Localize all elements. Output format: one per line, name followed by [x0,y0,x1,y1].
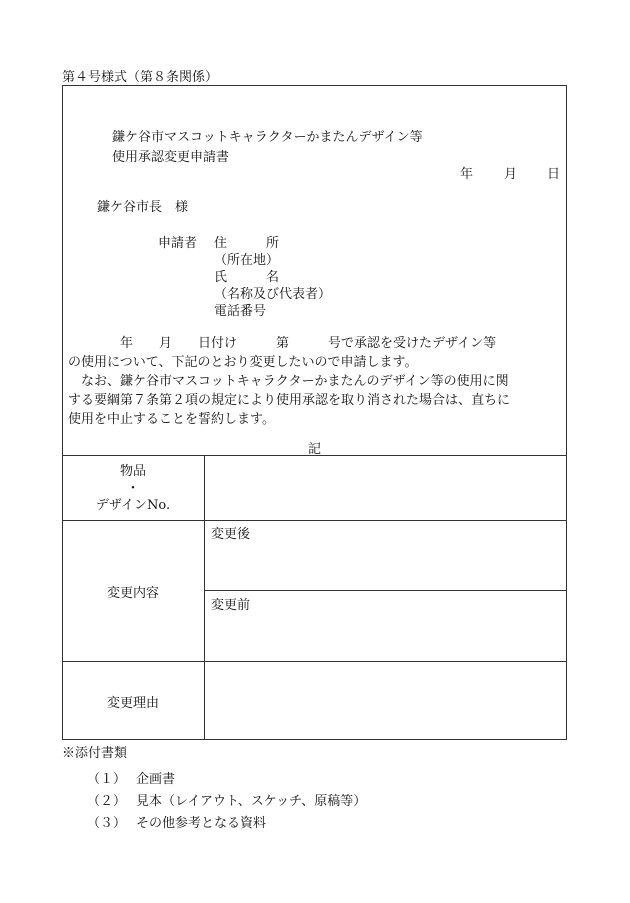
item-label-cell [62,463,204,514]
attachment-text: その他参考となる資料 [136,816,267,831]
address-label: 住 所 [214,236,280,251]
item-label-line1: 物品 [119,464,146,479]
name-label: 氏 名 [214,270,280,285]
body-line: 年 月 日付け 第 号で承認を受けたデザイン等 [68,336,497,351]
attachment-num: （３） [87,816,127,831]
applicant-label: 申請者 [158,236,198,251]
date-year: 年 [460,167,474,182]
after-label: 変更後 [211,527,251,542]
attachment-num: （１） [87,772,127,787]
body-line: なお、鎌ケ谷市マスコットキャラクターかまたんのデザイン等の使用に関 [68,374,509,389]
date-day: 日 [547,167,561,182]
body-line: の使用について、下記のとおり変更したいので申請します。 [68,355,418,370]
attachment-text: 企画書 [136,772,176,787]
table-divider [62,520,567,521]
form-number: 第４号様式（第８条関係） [62,70,219,85]
table-divider [62,661,567,662]
attachments-heading: ※添付書類 [62,746,128,761]
table-column-divider [204,455,205,740]
reason-value-cell[interactable] [206,663,565,738]
name-sub-label: （名称及び代表者） [214,287,332,302]
change-content-label: 変更内容 [106,586,159,601]
attachment-text: 見本（レイアウト、スケッチ、原稿等） [136,794,367,809]
table-divider [204,590,567,591]
item-value-cell[interactable] [206,457,565,519]
addressee: 鎌ケ谷市長 様 [97,200,189,215]
body-line: 使用を中止することを誓約します。 [68,412,275,427]
form-title-line1: 鎌ケ谷市マスコットキャラクターかまたんデザイン等 [112,130,423,145]
body-line: する要綱第７条第２項の規定により使用承認を取り消された場合は、直ちに [68,393,511,408]
attachment-num: （２） [87,794,127,809]
form-title-line2: 使用承認変更申請書 [112,150,230,165]
table-divider [62,455,567,456]
before-label: 変更前 [211,598,251,613]
date-month: 月 [504,167,518,182]
body-paragraph [68,334,564,429]
item-label-line3: デザインNo. [95,498,171,513]
address-sub-label: （所在地） [214,253,280,268]
item-label-line2: ・ [126,481,140,496]
phone-label: 電話番号 [214,304,267,319]
reason-label: 変更理由 [106,696,159,711]
ki-label: 記 [308,442,322,457]
